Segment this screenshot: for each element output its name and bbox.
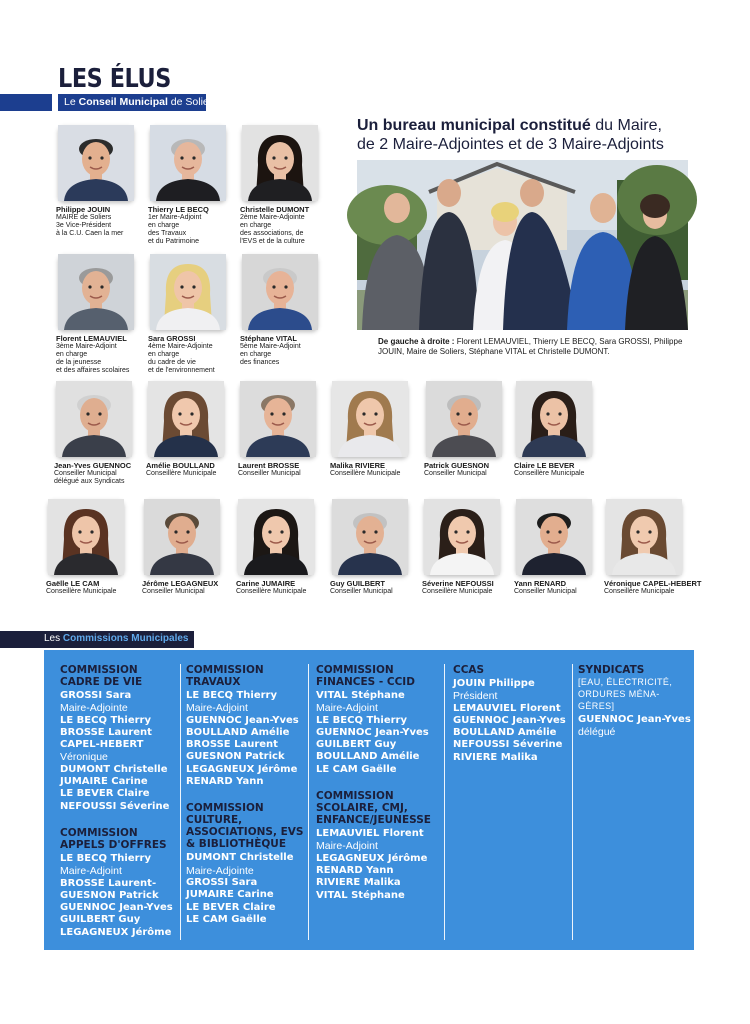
member-entry: GUESNON Patrick [60, 889, 159, 901]
member-role-line: et du Patrimoine [148, 238, 199, 245]
member-photo [332, 381, 408, 457]
page-title: LES ÉLUS [58, 64, 171, 94]
member-card [240, 125, 340, 246]
member-entry: GUENNOC Jean-Yves [453, 714, 566, 726]
commission-block [316, 790, 448, 902]
commission-block [186, 802, 310, 926]
member-photo [58, 254, 134, 330]
member-role-line: MAIRE de Soliers [56, 214, 112, 221]
commission-block [316, 664, 448, 776]
member-name: Christelle DUMONT [240, 205, 310, 214]
member-entry: JUMAIRE Carine [60, 776, 148, 788]
member-role-line: 4ème Maire-Adjointe [148, 343, 213, 350]
member-name: Florent LEMAUVIEL [56, 334, 127, 343]
member-entry: LEMAUVIEL Florent [453, 702, 561, 714]
entry-role: Maire-Adjoint [316, 840, 378, 853]
member-role-line: en charge [56, 351, 88, 358]
member-role-line: Conseillère Municipale [236, 588, 307, 595]
commission-block [60, 827, 180, 939]
member-entry: RENARD Yann [316, 864, 394, 876]
member-role-line: du cadre de vie [148, 359, 196, 366]
bureau-heading: Un bureau municipal constitué du Maire, de 2 Maire-Adjointes et de 3 Maire-Adjoints [357, 117, 664, 153]
commission-title: ENFANCE/JEUNESSE [316, 814, 431, 827]
member-entry: NEFOUSSI Séverine [60, 800, 170, 812]
entry-role: Président [453, 690, 498, 703]
member-photo [238, 499, 314, 575]
member-entry: GUENNOC Jean-Yves Conseiller [578, 714, 750, 725]
member-role-line: délégué aux Syndicats [54, 478, 125, 485]
commission-title: COMMISSION [60, 826, 138, 839]
member-entry: LEGAGNEUX Jérôme [316, 852, 428, 864]
commission-title: SYNDICATS [578, 664, 645, 676]
member-role-line: et des affaires scolaires [56, 367, 130, 374]
member-role-line: Conseiller Municipal [238, 470, 301, 477]
commission-block [578, 664, 750, 739]
commission-title: CULTURE, [186, 814, 243, 827]
member-photo [332, 499, 408, 575]
member-entry: LEGAGNEUX Jérôme [186, 763, 298, 775]
member-name: Carine JUMAIRE [236, 579, 296, 588]
commissions-panel [44, 650, 750, 950]
member-photo [516, 499, 592, 575]
member-name: Yann RENARD [514, 579, 567, 588]
member-entry: DUMONT Christelle [60, 763, 168, 775]
member-entry: GUENNOC Jean-Yves [60, 902, 173, 914]
commission-title: CCAS [453, 664, 485, 676]
commission-subtitle: ORDURES MÉNA- [578, 689, 660, 699]
member-role-line: 2ème Maire-Adjointe [240, 214, 305, 221]
commission-title: TRAVAUX [186, 676, 241, 688]
member-card [46, 499, 146, 596]
commission-title: FINANCES - CCID [316, 676, 415, 688]
member-role-line: de la jeunesse [56, 359, 102, 366]
member-name: Malika RIVIERE [330, 461, 386, 470]
member-card [148, 254, 248, 375]
member-photo [56, 381, 132, 457]
member-photo [48, 499, 124, 575]
member-name: Véronique CAPEL-HEBERT [604, 579, 702, 588]
member-role-line: en charge [240, 351, 272, 358]
entry-role: Maire-Adjointe [60, 702, 128, 715]
member-card [422, 499, 522, 596]
member-card [56, 125, 156, 238]
member-role-line: Conseiller Municipal [142, 588, 205, 595]
member-entry: RIVIERE Malika [453, 751, 538, 763]
member-role-line: l'EVS et de la culture [240, 238, 305, 245]
member-name: Gaëlle LE CAM [46, 579, 100, 588]
commission-block [60, 664, 180, 813]
commission-title: & BIBLIOTHÈQUE [186, 838, 286, 851]
member-photo [426, 381, 502, 457]
member-photo [516, 381, 592, 457]
member-entry: JUMAIRE Carine [186, 889, 274, 901]
member-role-line: Conseillère Municipale [604, 588, 675, 595]
member-name: Jérôme LEGAGNEUX [142, 579, 219, 588]
member-role-line: Conseillère Municipale [514, 470, 585, 477]
member-photo [242, 254, 318, 330]
member-name: Sara GROSSI [148, 334, 196, 343]
member-role-line: 1er Maire-Adjoint [148, 214, 202, 221]
member-entry: RENARD Yann [186, 776, 264, 788]
member-entry: BOULLAND Amélie [453, 727, 557, 739]
member-entry: LE BEVER Claire [186, 901, 276, 913]
member-role-line: en charge [148, 222, 180, 229]
member-role-line: 3e Vice-Président [56, 222, 112, 229]
member-entry: LE BECQ Thierry [60, 852, 151, 864]
member-entry: BROSSE Laurent [186, 739, 278, 751]
commission-title: ASSOCIATIONS, EVS [186, 826, 304, 839]
member-entry: LE BECQ Thierry [60, 714, 151, 726]
member-entry: CAPEL-HEBERT [60, 739, 144, 751]
member-role-line: des Travaux [148, 230, 187, 237]
member-photo [148, 381, 224, 457]
commission-title: APPELS D'OFFRES [60, 838, 167, 851]
commission-title: COMMISSION [316, 664, 394, 676]
member-entry: LEGAGNEUX Jérôme [60, 926, 172, 938]
commission-column [316, 664, 448, 916]
member-role-line: 3ème Maire-Adjoint [56, 343, 117, 350]
member-card [330, 381, 430, 478]
member-name: Séverine NEFOUSSI [422, 579, 494, 588]
member-name: Patrick GUESNON [424, 461, 490, 470]
commission-block [453, 664, 573, 764]
commission-column [60, 664, 180, 953]
bureau-group-photo [357, 160, 688, 330]
member-entry: DUMONT Christelle [186, 852, 294, 864]
member-entry: VITAL Stéphane [316, 889, 405, 901]
member-entry: LE CAM Gaëlle [186, 913, 267, 925]
member-photo [242, 125, 318, 201]
member-name: Guy GUILBERT [330, 579, 386, 588]
member-role-line: en charge [148, 351, 180, 358]
member-name: Claire LE BEVER [514, 461, 575, 470]
commission-subtitle: [EAU, ÉLECTRICITÉ, [578, 677, 673, 687]
member-entry: JOUIN Philippe [453, 678, 535, 689]
commission-column [186, 664, 310, 940]
member-card [514, 381, 614, 478]
member-role-line: à la C.U. Caen la mer [56, 230, 124, 237]
entry-role: Maire-Adjoint [186, 702, 248, 715]
column-divider [180, 664, 181, 940]
member-card [148, 125, 248, 246]
commission-title: COMMISSION [186, 802, 264, 815]
entry-role: Maire-Adjoint [316, 702, 378, 715]
member-card [604, 499, 704, 596]
member-entry: NEFOUSSI Séverine [453, 739, 563, 751]
member-entry: LE BEVER Claire [60, 788, 150, 800]
subtitle-band [58, 94, 218, 111]
member-photo [150, 254, 226, 330]
member-role-line: Conseillère Municipale [146, 470, 217, 477]
member-name: Laurent BROSSE [238, 461, 300, 470]
member-role-line: Conseillère Municipale [330, 470, 401, 477]
entry-role: Maire-Adjointe [186, 864, 254, 877]
member-card [236, 499, 336, 596]
member-entry: GUILBERT Guy [60, 914, 141, 926]
member-photo [144, 499, 220, 575]
member-entry: BROSSE Laurent [60, 726, 152, 738]
member-entry: GROSSI Sara [60, 690, 132, 701]
member-entry: GUENNOC Jean-Yves [316, 726, 429, 738]
commissions-heading: Les Commissions Municipales [44, 633, 189, 644]
member-card [238, 381, 338, 478]
commission-block [186, 664, 310, 788]
member-entry: GUILBERT Guy [316, 739, 397, 751]
commission-column [453, 664, 573, 778]
member-card [240, 254, 340, 367]
page-subtitle: Le Conseil Municipal de Soliers [64, 96, 218, 108]
member-role-line: et de l'environnement [148, 367, 215, 374]
member-entry: LE CAM Gaëlle [316, 763, 397, 775]
commission-title: COMMISSION [316, 790, 394, 803]
member-name: Jean-Yves GUENNOC [54, 461, 132, 470]
member-name: Amélie BOULLAND [146, 461, 215, 470]
member-entry: LE BECQ Thierry [316, 714, 407, 726]
member-role-line: des finances [240, 359, 280, 366]
member-name: Philippe JOUIN [56, 205, 111, 214]
member-card [514, 499, 614, 596]
commission-title: COMMISSION [186, 664, 264, 676]
entry-role: délégué [578, 726, 616, 739]
member-entry: GUESNON Patrick [186, 751, 285, 763]
member-entry: BOULLAND Amélie [186, 726, 290, 738]
member-entry: GROSSI Sara [186, 876, 258, 888]
member-entry: LE BECQ Thierry [186, 690, 277, 701]
member-entry: LEMAUVIEL Florent [316, 828, 424, 840]
member-entry: VITAL Stéphane [316, 690, 405, 701]
bureau-caption: De gauche à droite : Florent LEMAUVIEL, Thierry LE BECQ, Sara GROSSI, Philippe JOUIN, Maire de Soliers, Stéphane VITAL et Christelle DUMONT. [378, 337, 683, 356]
member-role-line: Conseiller Municipal [514, 588, 577, 595]
member-role-line: Conseillère Municipale [46, 588, 117, 595]
entry-role: Véronique [60, 751, 108, 764]
member-card [56, 254, 156, 375]
entry-role: Maire-Adjoint [60, 865, 122, 878]
member-role-line: des associations, de [240, 230, 304, 237]
member-card [54, 381, 154, 486]
member-photo [424, 499, 500, 575]
commission-title: COMMISSION [60, 664, 138, 676]
commission-column [578, 664, 750, 753]
member-entry: GUENNOC Jean-Yves [186, 714, 299, 726]
member-role-line: en charge [240, 222, 272, 229]
member-photo [606, 499, 682, 575]
member-role-line: Conseiller Municipal [424, 470, 487, 477]
member-card [424, 381, 524, 478]
commission-subtitle: GÈRES] [578, 701, 615, 711]
commission-title: SCOLAIRE, CMJ, [316, 802, 408, 815]
member-entry: RIVIERE Malika [316, 877, 401, 889]
header-band-left [0, 94, 52, 111]
member-entry: BROSSE Laurent- [60, 877, 157, 889]
commissions-header-band [0, 631, 194, 648]
member-role-line: 5ème Maire-Adjoint [240, 343, 301, 350]
member-name: Stéphane VITAL [240, 334, 297, 343]
member-role-line: Conseillère Municipale [422, 588, 493, 595]
member-photo [240, 381, 316, 457]
commission-title: CADRE DE VIE [60, 676, 143, 688]
member-name: Thierry LE BECQ [148, 205, 209, 214]
member-photo [150, 125, 226, 201]
member-card [146, 381, 246, 478]
member-card [142, 499, 242, 596]
member-role-line: Conseiller Municipal [330, 588, 393, 595]
member-photo [58, 125, 134, 201]
member-entry: BOULLAND Amélie [316, 751, 420, 763]
member-card [330, 499, 430, 596]
member-role-line: Conseiller Municipal [54, 470, 117, 477]
